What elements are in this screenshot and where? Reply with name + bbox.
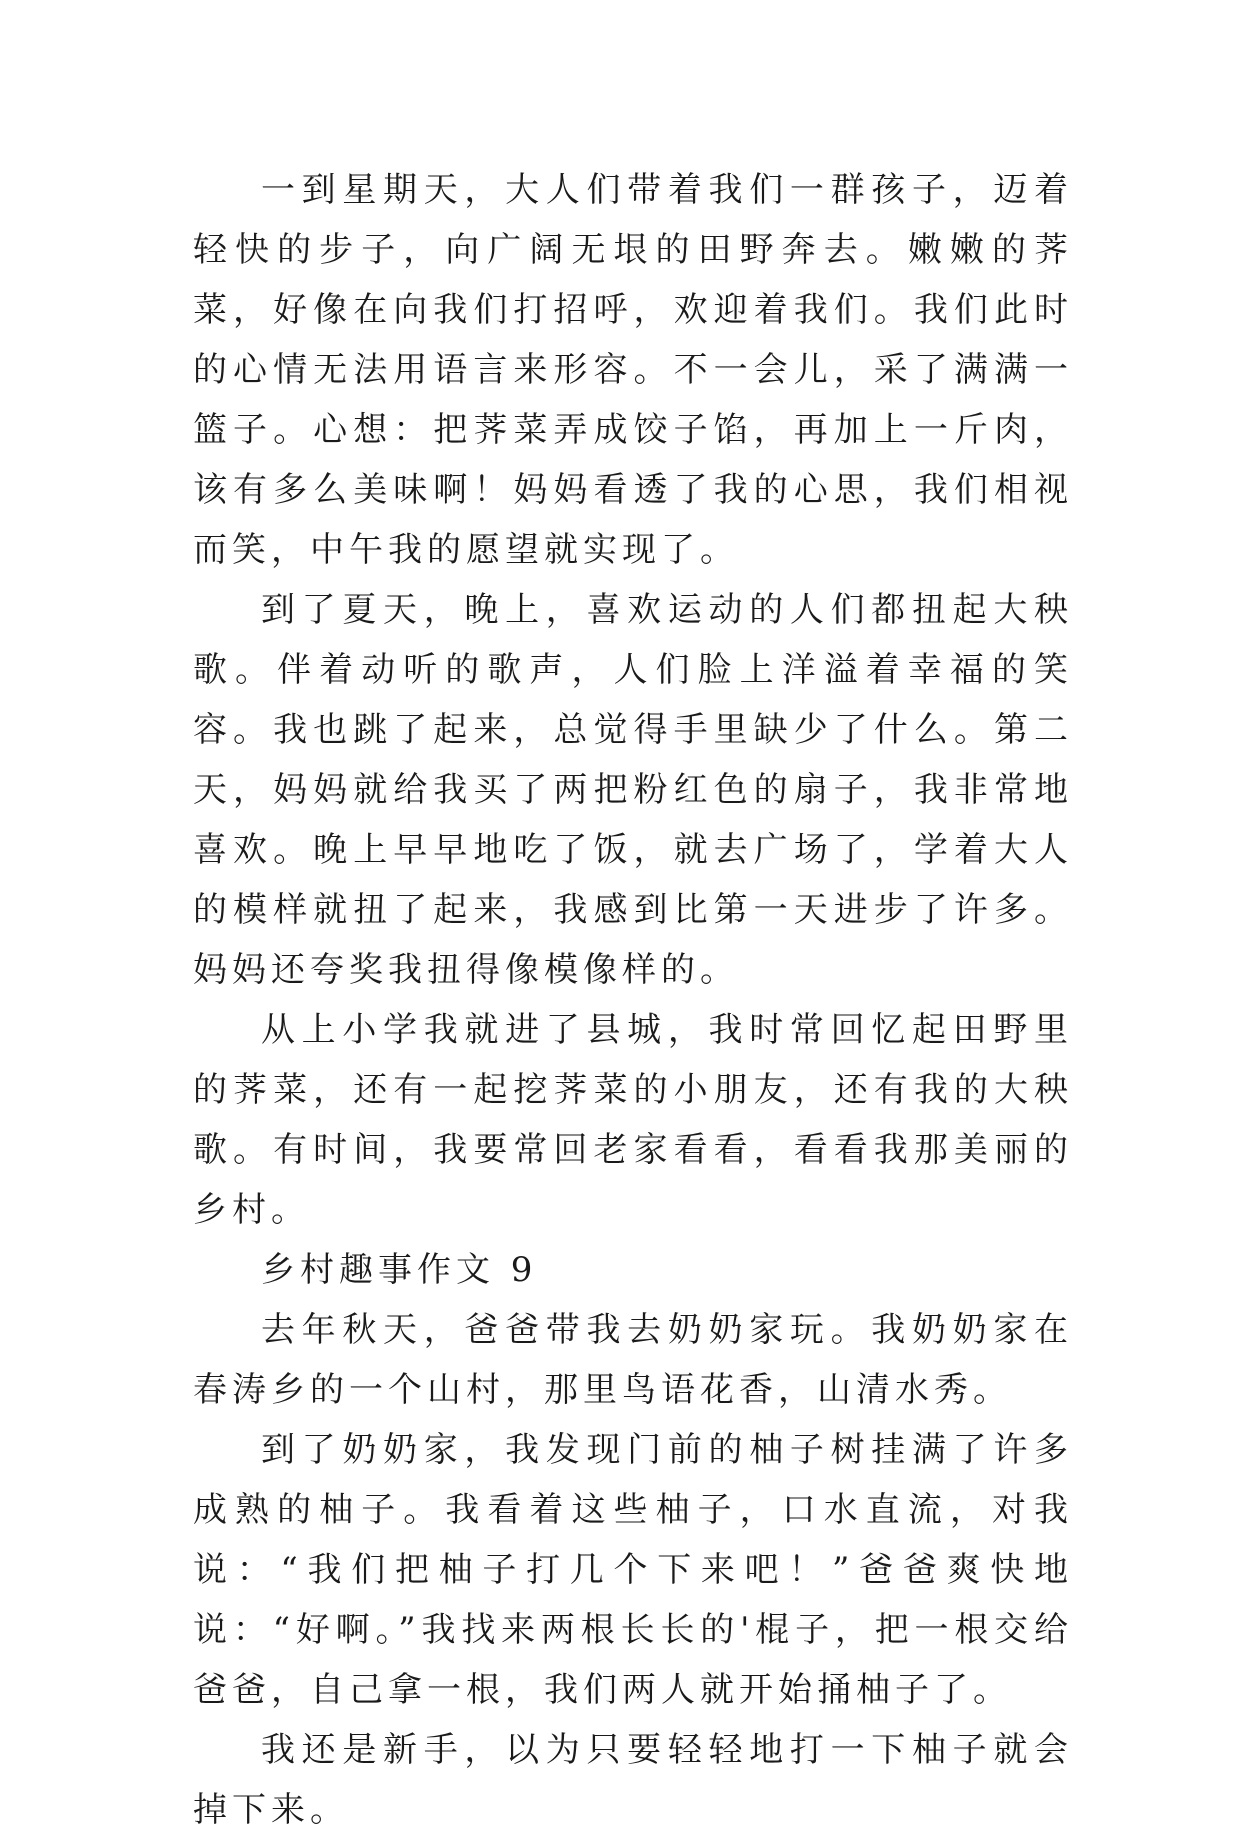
paragraph-novice: 我还是新手，以为只要轻轻地打一下柚子就会掉下来。: [193, 1730, 1073, 1830]
paragraph-pomelo-tree: 到了奶奶家，我发现门前的柚子树挂满了许多成熟的柚子。我看着这些柚子，口水直流，对我说：“我们把柚子打几个下来吧！”爸爸爽快地说：“好啊。”我找来两根长长的'棍子，把一根交给爸爸，自己拿一根，我们两人就开始捅柚子了。: [193, 1430, 1073, 1710]
section-title: 乡村趣事作文 9: [261, 1250, 538, 1290]
paragraph-county-town: 从上小学我就进了县城，我时常回忆起田野里的荠菜，还有一起挖荠菜的小朋友，还有我的大秧歌。有时间，我要常回老家看看，看看我那美丽的乡村。: [193, 1010, 1073, 1230]
paragraph-sunday: 一到星期天，大人们带着我们一群孩子，迈着轻快的步子，向广阔无垠的田野奔去。嫩嫩的荠菜，好像在向我们打招呼，欢迎着我们。我们此时的心情无法用语言来形容。不一会儿，采了满满一篮子。心想：把荠菜弄成饺子馅，再加上一斤肉，该有多么美味啊！妈妈看透了我的心思，我们相视而笑，中午我的愿望就实现了。: [193, 170, 1073, 570]
document-body: [193, 160, 1073, 1840]
paragraph-summer: 到了夏天，晚上，喜欢运动的人们都扭起大秧歌。伴着动听的歌声，人们脸上洋溢着幸福的笑容。我也跳了起来，总觉得手里缺少了什么。第二天，妈妈就给我买了两把粉红色的扇子，我非常地喜欢。晚上早早地吃了饭，就去广场了，学着大人的模样就扭了起来，我感到比第一天进步了许多。妈妈还夸奖我扭得像模像样的。: [193, 590, 1073, 990]
paragraph-autumn: 去年秋天，爸爸带我去奶奶家玩。我奶奶家在春涛乡的一个山村，那里鸟语花香，山清水秀。: [193, 1310, 1073, 1410]
